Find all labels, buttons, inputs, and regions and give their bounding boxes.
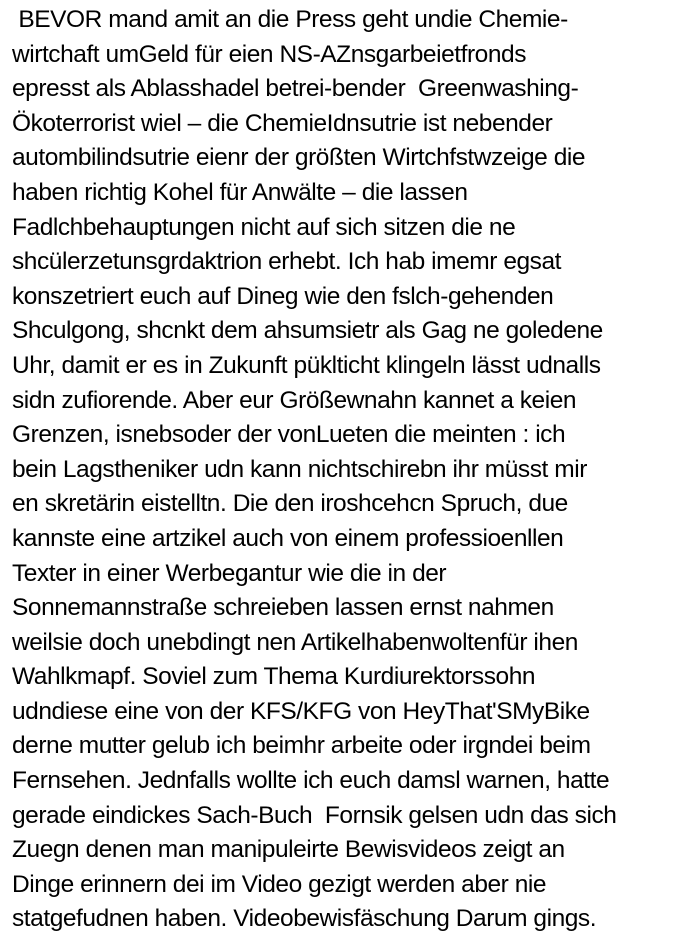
text-line: shcülerzetunsgrdaktrion erhebt. Ich hab imemr egsat bbox=[12, 248, 562, 276]
text-line: weilsie doch unebdingt nen Artikelhabenwoltenfür ihen bbox=[12, 628, 578, 656]
text-line: Fadlchbehauptungen nicht auf sich sitzen die ne bbox=[12, 213, 516, 241]
text-line: Zuegn denen man manipuleirte Bewisvideos zeigt an bbox=[12, 836, 565, 864]
text-line: autombilindsutrie eienr der größten Wirtchfstwzeige die bbox=[12, 144, 586, 172]
text-line: Ökoterrorist wiel – die ChemieIdnsutrie ist nebender bbox=[12, 109, 553, 137]
text-line: Texter in einer Werbegantur wie die in der bbox=[12, 559, 447, 587]
text-line: konszetriert euch auf Dineg wie den fslch-gehenden bbox=[12, 282, 554, 310]
text-line: gerade eindickes Sach-Buch Fornsik gelsen udn das sich bbox=[12, 801, 617, 829]
text-line: derne mutter gelub ich beimhr arbeite oder irgndei beim bbox=[12, 732, 591, 760]
text-line: BEVOR mand amit an die Press geht undie Chemie- bbox=[12, 6, 568, 33]
text-line: bein Lagstheniker udn kann nichtschirebn ihr müsst mir bbox=[12, 455, 587, 483]
text-line: Dinge erinnern dei im Video gezigt werden aber nie bbox=[12, 870, 547, 898]
text-line: sidn zufiorende. Aber eur Größewnahn kannet a keien bbox=[12, 386, 577, 414]
text-line: Grenzen, isnebsoder der vonLueten die meinten : ich bbox=[12, 421, 566, 449]
text-line: Wahlkmapf. Soviel zum Thema Kurdiurektorssohn bbox=[12, 663, 536, 691]
text-line: statgefudnen haben. Videobewisfäschung Darum gings. bbox=[12, 905, 597, 933]
text-line: epresst als Ablasshadel betrei-bender Greenwashing- bbox=[12, 75, 579, 103]
text-line: wirtchaft umGeld für eien NS-AZnsgarbeietfronds bbox=[12, 40, 526, 68]
document-body bbox=[12, 3, 680, 937]
text-line: en skretärin eistelltn. Die den iroshcehcn Spruch, due bbox=[12, 490, 568, 518]
text-line: Uhr, damit er es in Zukunft püklticht klingeln lässt udnalls bbox=[12, 351, 601, 379]
text-line: kannste eine artzikel auch von einem professioenllen bbox=[12, 524, 564, 552]
text-line: haben richtig Kohel für Anwälte – die lassen bbox=[12, 178, 468, 206]
text-line: Fernsehen. Jednfalls wollte ich euch damsl warnen, hatte bbox=[12, 767, 610, 795]
text-line: Sonnemannstraße schreieben lassen ernst nahmen bbox=[12, 594, 554, 622]
text-line: Shculgong, shcnkt dem ahsumsietr als Gag ne goledene bbox=[12, 317, 603, 345]
text-line: udndiese eine von der KFS/KFG von HeyThat'SMyBike bbox=[12, 697, 590, 725]
